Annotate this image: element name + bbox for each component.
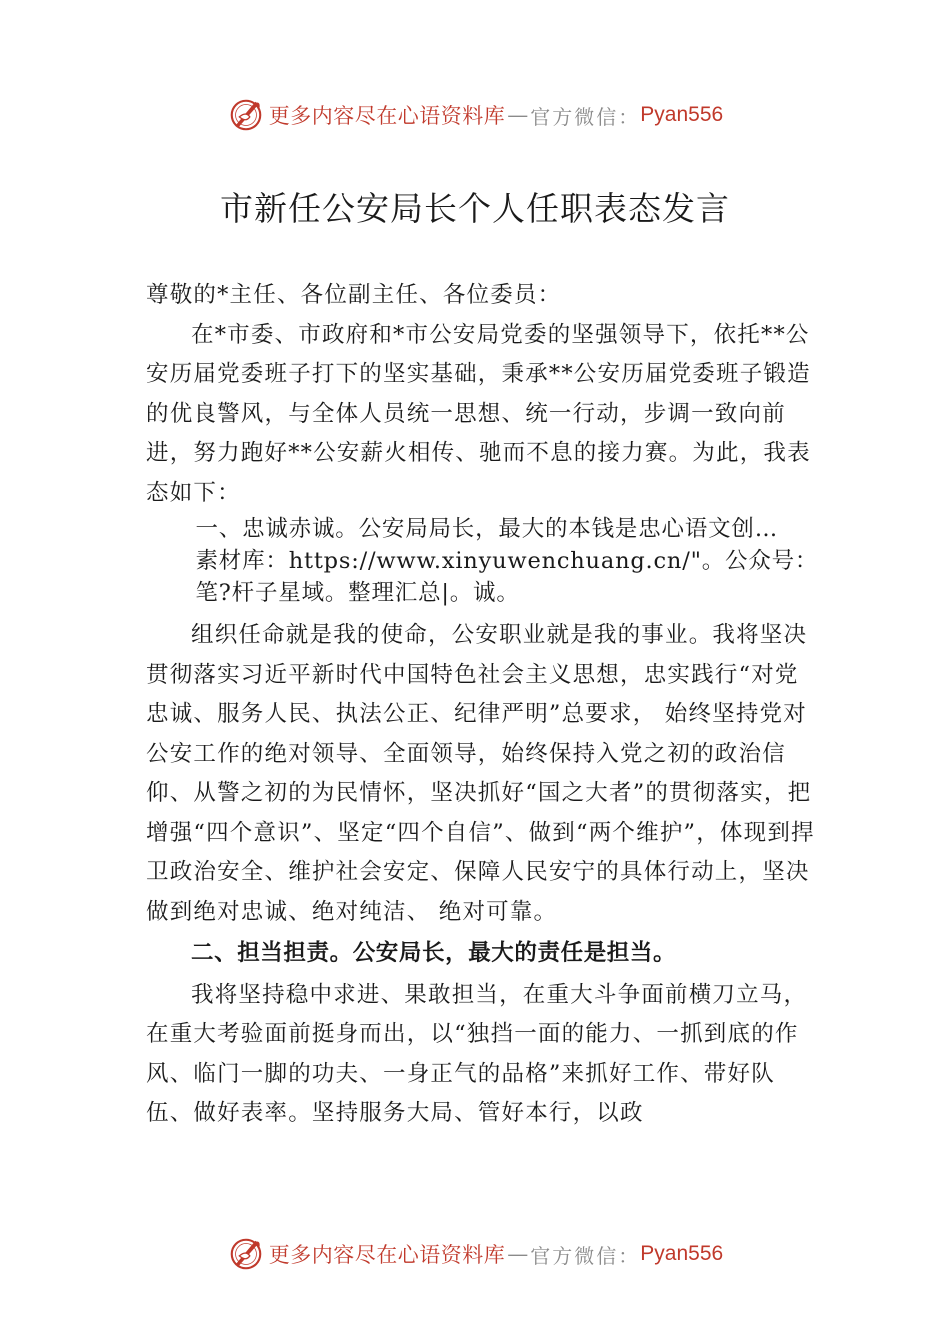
- document-body: [146, 276, 822, 1134]
- item-one-line: 素材库：https://www.xinyuwenchuang.cn/"。公众号：: [195, 548, 819, 574]
- responsibility-paragraph: 我将坚持稳中求进、果敢担当，在重大斗争面前横刀立马，在重大考验面前挺身而出，以“独挡一面的能力、一抓到底的作风、临门一脚的功夫、一身正气的品格”来抓好工作、带好队伍、做好表率。坚持服务大局、管好本行，以政: [146, 981, 808, 1126]
- quill-seal-icon: [227, 1235, 265, 1273]
- section-heading-two: 二、担当担责。公安局长，最大的责任是担当。: [191, 940, 677, 966]
- watermark-text: 更多内容尽在心语资料库: [268, 1243, 506, 1267]
- wechat-label: 官方微信：: [530, 1243, 641, 1268]
- loyalty-paragraph: 组织任命就是我的使命，公安职业就是我的事业。我将坚决贯彻落实习近平新时代中国特色社会主义思想，忠实践行“对党忠诚、服务人民、执法公正、纪律严明”总要求， 始终坚持党对公安工作的绝对领导、全面领导，始终保持入党之初的政治信仰、从警之初的为民情怀，坚决抓好“国之大者”的贯彻落实，把增强“四个意识”、坚定“四个自信”、做到“两个维护”，体现到捍卫政治安全、维护社会安定、保障人民安宁的具体行动上，坚决做到绝对忠诚、绝对纯洁、 绝对可靠。: [146, 622, 815, 925]
- wechat-label: 官方微信：: [530, 104, 641, 129]
- item-one-block: [146, 513, 822, 609]
- watermark-banner-top: [0, 93, 950, 137]
- wechat-id: Pyan556: [640, 1242, 724, 1265]
- salutation: 尊敬的*主任、各位副主任、各位委员：: [146, 282, 562, 308]
- watermark-banner-bottom: [0, 1232, 950, 1276]
- item-one-line: 一、忠诚赤诚。公安局局长，最大的本钱是忠心语文创…: [195, 516, 779, 542]
- quill-seal-icon: [227, 96, 265, 134]
- watermark-separator: —: [507, 103, 529, 127]
- watermark-text: 更多内容尽在心语资料库: [268, 104, 506, 128]
- page-title: 市新任公安局长个人任职表态发言: [220, 189, 730, 228]
- watermark-separator: —: [507, 1242, 529, 1266]
- wechat-id: Pyan556: [640, 103, 724, 126]
- intro-paragraph: 在*市委、市政府和*市公安局党委的坚强领导下，依托**公安历届党委班子打下的坚实基础，秉承**公安历届党委班子锻造的优良警风，与全体人员统一思想、统一行动，步调一致向前进，努力跑好**公安薪火相传、驰而不息的接力赛。为此，我表态如下：: [146, 321, 811, 506]
- item-one-line: 笔?杆子星域。整理汇总|。诚。: [195, 580, 520, 606]
